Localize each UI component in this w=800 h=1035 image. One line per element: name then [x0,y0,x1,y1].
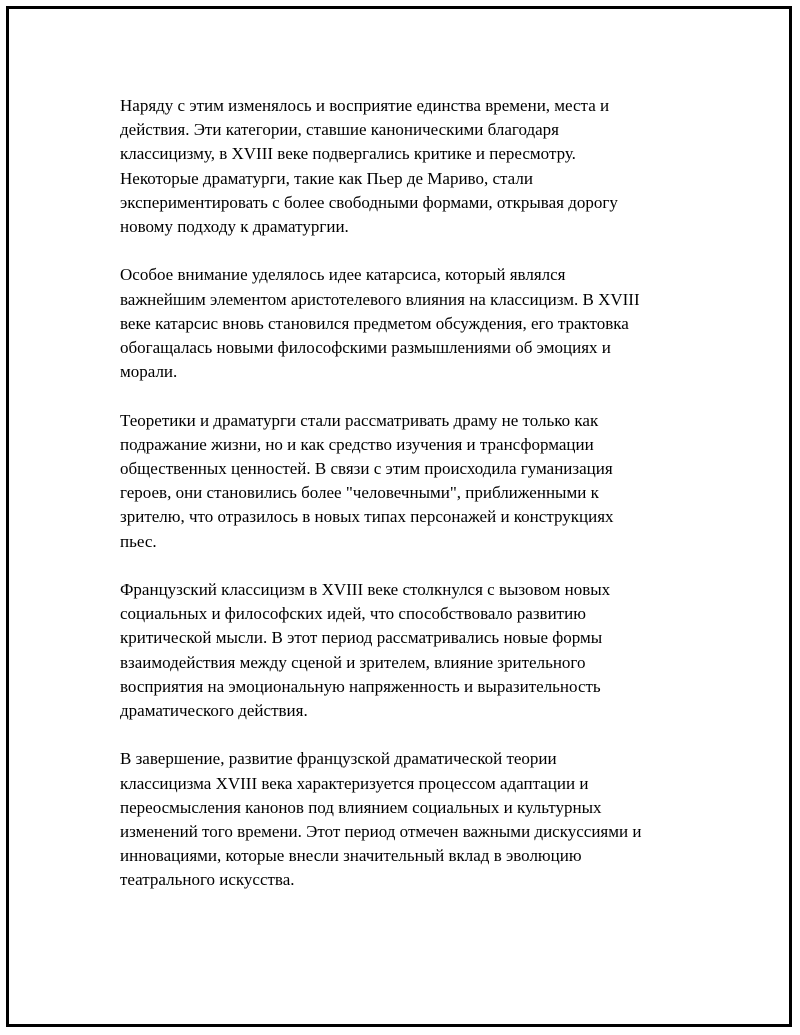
text-line: драматического действия. [120,701,308,721]
text-line: Особое внимание уделялось идее катарсиса, который являлся [120,265,566,285]
text-line: взаимодействия между сценой и зрителем, влияние зрительного [120,652,586,672]
text-line: пьес. [120,531,157,551]
text-line: обогащалась новыми философскими размышлениями об эмоциях и [120,338,611,358]
paragraph [120,578,700,723]
paragraph [120,263,700,384]
paragraph [120,747,700,892]
text-line: социальных и философских идей, что способствовало развитию [120,604,586,624]
text-line: подражание жизни, но и как средство изучения и трансформации [120,434,594,454]
text-line: изменений того времени. Этот период отмечен важными дискуссиями и [120,822,642,842]
text-line: классицизма XVIII века характеризуется процессом адаптации и [120,773,589,793]
text-line: зрителю, что отразилось в новых типах персонажей и конструкциях [120,507,614,527]
page-frame [6,6,792,1027]
document-body [120,94,700,917]
text-line: восприятия на эмоциональную напряженность и выразительность [120,676,601,696]
text-line: Наряду с этим изменялось и восприятие единства времени, места и [120,96,610,115]
text-line: веке катарсис вновь становился предметом обсуждения, его трактовка [120,313,629,333]
text-line: общественных ценностей. В связи с этим происходила гуманизация [120,459,613,479]
text-line: действия. Эти категории, ставшие каноническими благодаря [120,120,559,140]
paragraph [120,409,700,554]
text-line: В завершение, развитие французской драматической теории [120,749,557,769]
text-line: Французский классицизм в XVIII веке столкнулся с вызовом новых [120,580,611,600]
text-line: морали. [120,362,178,382]
text-line: важнейшим элементом аристотелевого влияния на классицизм. В XVIII [120,289,640,309]
text-line: Некоторые драматурги, такие как Пьер де Мариво, стали [120,168,533,188]
text-line: Теоретики и драматурги стали рассматривать драму не только как [120,410,599,430]
text-line: героев, они становились более "человечными", приближенными к [120,483,599,503]
paragraph [120,94,700,239]
text-line: инновациями, которые внесли значительный вклад в эволюцию [120,846,582,866]
text-line: классицизму, в XVIII веке подвергались критике и пересмотру. [120,144,576,164]
text-line: экспериментировать с более свободными формами, открывая дорогу [120,192,618,212]
text-line: критической мысли. В этот период рассматривались новые формы [120,628,603,648]
text-line: переосмысления канонов под влиянием социальных и культурных [120,797,602,817]
text-line: театрального искусства. [120,870,295,890]
text-line: новому подходу к драматургии. [120,217,349,237]
